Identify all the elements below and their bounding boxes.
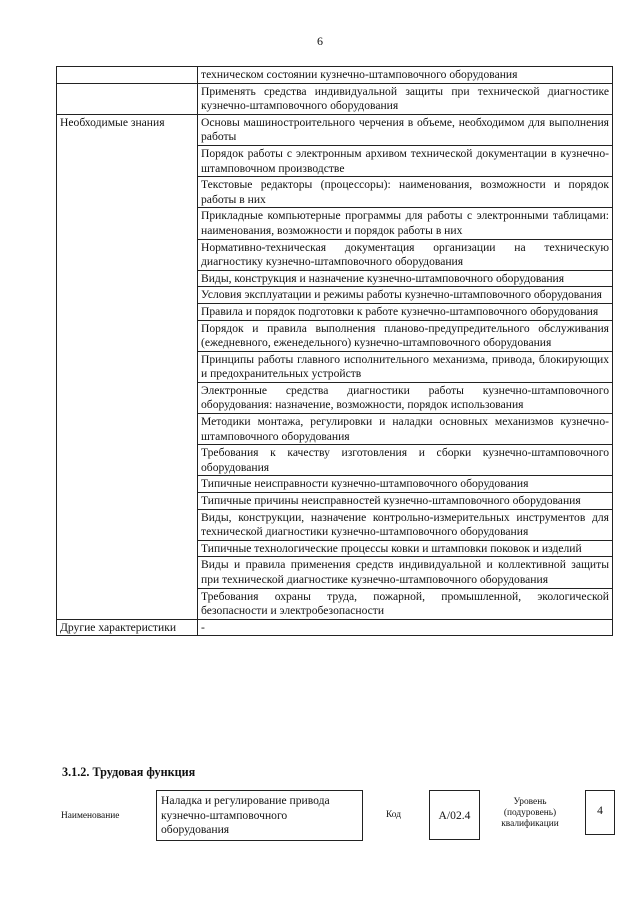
knowledge-item: Виды и правила применения средств индивидуальной и коллективной защиты при технической диагностике кузнечно-штамповочного оборудования bbox=[198, 557, 613, 588]
knowledge-item: Типичные неисправности кузнечно-штамповочного оборудования bbox=[198, 476, 613, 493]
section-title: 3.1.2. Трудовая функция bbox=[62, 765, 196, 779]
page-number: 6 bbox=[317, 34, 323, 48]
other-characteristics-value: - bbox=[198, 619, 613, 636]
continuation-cell: техническом состоянии кузнечно-штамповочного оборудования bbox=[198, 67, 613, 84]
table-row bbox=[57, 619, 613, 636]
other-characteristics-label: Другие характеристики bbox=[57, 619, 198, 636]
code-value-box: А/02.4 bbox=[429, 790, 480, 840]
knowledge-item: Виды, конструкция и назначение кузнечно-штамповочного оборудования bbox=[198, 270, 613, 287]
knowledge-item: Основы машиностроительного черчения в объеме, необходимом для выполнения работы bbox=[198, 114, 613, 145]
level-value-box: 4 bbox=[585, 790, 615, 835]
table-row bbox=[57, 83, 613, 114]
knowledge-item: Условия эксплуатации и режимы работы кузнечно-штамповочного оборудования bbox=[198, 287, 613, 304]
name-value-box: Наладка и регулирование привода кузнечно-штамповочного оборудования bbox=[156, 790, 363, 841]
knowledge-item: Нормативно-техническая документация организации на техническую диагностику кузнечно-штамповочного оборудования bbox=[198, 239, 613, 270]
knowledge-item: Принципы работы главного исполнительного механизма, привода, блокирующих и предохранительных устройств bbox=[198, 351, 613, 382]
empty-label-cell bbox=[57, 67, 198, 84]
knowledge-item: Правила и порядок подготовки к работе кузнечно-штамповочного оборудования bbox=[198, 303, 613, 320]
knowledge-item: Методики монтажа, регулировки и наладки основных механизмов кузнечно-штамповочного оборудования bbox=[198, 414, 613, 445]
code-label: Код bbox=[386, 810, 401, 820]
knowledge-item: Прикладные компьютерные программы для работы с электронными таблицами: наименования, возможности и порядок работы в них bbox=[198, 208, 613, 239]
knowledge-item: Типичные технологические процессы ковки и штамповки поковок и изделий bbox=[198, 540, 613, 557]
knowledge-item: Порядок работы с электронным архивом технической документации в кузнечно-штамповочном производстве bbox=[198, 145, 613, 176]
knowledge-item: Порядок и правила выполнения планово-предупредительного обслуживания (ежедневного, еженедельного) кузнечно-штамповочного оборудования bbox=[198, 320, 613, 351]
knowledge-label: Необходимые знания bbox=[57, 114, 198, 619]
empty-label-cell bbox=[57, 83, 198, 114]
table-row bbox=[57, 67, 613, 84]
knowledge-item: Требования к качеству изготовления и сборки кузнечно-штамповочного оборудования bbox=[198, 445, 613, 476]
requirements-table bbox=[56, 66, 613, 636]
table-row bbox=[57, 114, 613, 145]
knowledge-item: Виды, конструкции, назначение контрольно-измерительных инструментов для технической диагностики кузнечно-штамповочного оборудования bbox=[198, 509, 613, 540]
knowledge-item: Требования охраны труда, пожарной, промышленной, экологической безопасности и электробезопасности bbox=[198, 588, 613, 619]
continuation-cell: Применять средства индивидуальной защиты при технической диагностике кузнечно-штамповочного оборудования bbox=[198, 83, 613, 114]
knowledge-item: Текстовые редакторы (процессоры): наименования, возможности и порядок работы в них bbox=[198, 177, 613, 208]
knowledge-item: Электронные средства диагностики работы кузнечно-штамповочного оборудования: назначение, возможности, порядок использования bbox=[198, 382, 613, 413]
level-label: Уровень (подуровень) квалификации bbox=[501, 797, 559, 829]
requirements-table-body bbox=[57, 67, 613, 636]
name-label: Наименование bbox=[61, 811, 120, 821]
knowledge-item: Типичные причины неисправностей кузнечно-штамповочного оборудования bbox=[198, 493, 613, 510]
